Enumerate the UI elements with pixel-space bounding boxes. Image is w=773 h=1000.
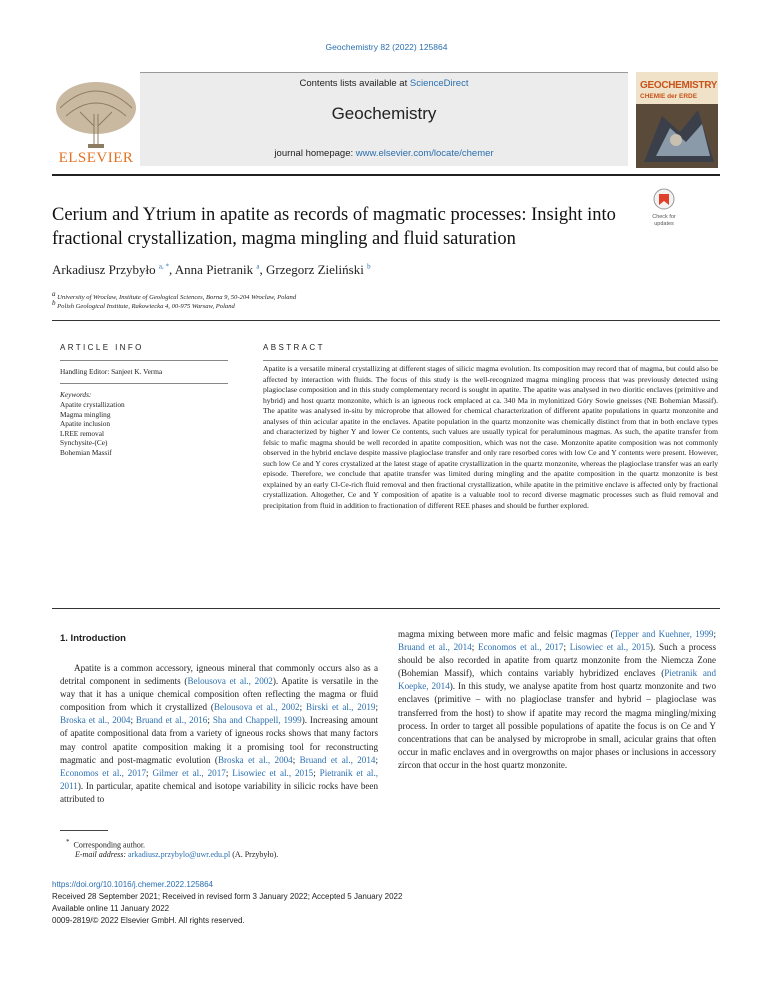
citation-link[interactable]: Broska et al., 2004: [60, 715, 131, 726]
keyword: Synchysite-(Ce): [60, 438, 108, 448]
corresponding-author-note: [66, 838, 145, 850]
journal-name: Geochemistry: [331, 104, 437, 123]
paragraph-text: ). Apatite is versatile in the way that it has a unique chemical composition often reflecting the magma or fluid composition from which it crystallized (: [60, 676, 378, 713]
footnote-marker: *: [66, 838, 70, 846]
citation-link[interactable]: Birski et al., 2019: [305, 702, 376, 713]
author-affiliation-marker[interactable]: a: [256, 262, 260, 271]
sciencedirect-link[interactable]: ScienceDirect: [409, 78, 469, 89]
citation-link[interactable]: Sha and Chappell, 1999: [212, 715, 302, 726]
citation-link[interactable]: Bruand et al., 2014: [398, 642, 472, 653]
homepage-line: [140, 148, 628, 159]
badge-label-1: Check for: [652, 214, 676, 220]
citation-link[interactable]: Belousova et al., 2002: [187, 676, 273, 687]
citation-link[interactable]: Bruand et al., 2016: [135, 715, 208, 726]
title-divider: [52, 320, 720, 321]
abstract-divider: [52, 608, 720, 609]
journal-reference-link[interactable]: Geochemistry 82 (2022) 125864: [325, 42, 448, 52]
citation-link[interactable]: Lisowiec et al., 2015: [569, 642, 651, 653]
keyword: Magma mingling: [60, 409, 111, 419]
email-label: E-mail address:: [75, 850, 127, 859]
citation-link[interactable]: Pietranik and Koepke, 2014: [398, 668, 716, 692]
keyword: LREE removal: [60, 428, 104, 438]
journal-homepage-link[interactable]: www.elsevier.com/locate/chemer: [355, 148, 494, 159]
paragraph-text: ;: [313, 767, 320, 778]
email-suffix: (A. Przybyło).: [230, 850, 279, 859]
handling-editor: Handling Editor: Sanjeet K. Verma: [60, 367, 163, 376]
affiliation-text: University of Wroclaw, Institute of Geological Sciences, Borna 9, 50-204 Wroclaw, Poland: [57, 294, 297, 302]
intro-paragraph-left: [60, 662, 378, 806]
divider: [263, 360, 718, 361]
paragraph-text: ;: [299, 702, 306, 713]
paragraph-text: ;: [207, 715, 213, 726]
contents-line: [140, 78, 628, 89]
paragraph-text: ;: [146, 767, 153, 778]
cover-title: GEOCHEMISTRY: [640, 80, 718, 91]
homepage-prefix: journal homepage:: [274, 148, 356, 159]
intro-paragraph-right: [398, 628, 716, 772]
keywords-list: [60, 400, 125, 458]
paragraph-text: magma mixing between more mafic and felsic magmas (: [398, 629, 614, 639]
article-info-heading: ARTICLE INFO: [60, 343, 144, 352]
citation-link[interactable]: Bruand et al., 2014: [299, 754, 376, 765]
divider: [60, 360, 228, 361]
check-for-updates-button[interactable]: [650, 188, 678, 228]
paragraph-text: ). Increasing amount of apatite compositional data from a variety of igneous rocks shows that many factors may control apatite composition making it a promising tool for reconstructing magmatic and post-magmatic evolution (: [60, 715, 379, 765]
paragraph-text: ;: [471, 642, 479, 653]
author-affiliation-marker[interactable]: a, *: [158, 262, 169, 271]
affiliation-marker: b: [52, 299, 56, 307]
citation-link[interactable]: Pietranik et al., 2011: [60, 767, 378, 791]
cover-subtitle: CHEMIE der ERDE: [640, 93, 698, 100]
paragraph-text: ;: [375, 702, 378, 713]
citation-link[interactable]: Belousova et al., 2002: [213, 702, 300, 713]
footnote-divider: [60, 830, 108, 831]
keyword: Apatite inclusion: [60, 419, 111, 429]
doi-link[interactable]: https://doi.org/10.1016/j.chemer.2022.125864: [52, 880, 214, 889]
abstract-heading: ABSTRACT: [263, 343, 325, 352]
citation-link[interactable]: Gilmer et al., 2017: [152, 767, 226, 778]
citation-link[interactable]: Economos et al., 2017: [60, 767, 146, 778]
citation-link[interactable]: Broska et al., 2004: [217, 754, 293, 765]
paragraph-text: ;: [130, 715, 136, 726]
affiliation-marker: a: [52, 290, 56, 298]
citation-link[interactable]: Lisowiec et al., 2015: [232, 767, 314, 778]
copyright-notice: 0009-2819/© 2022 Elsevier GmbH. All rights reserved.: [52, 916, 245, 925]
author-name[interactable]: Anna Pietranik: [174, 262, 254, 277]
introduction-heading: 1. Introduction: [60, 633, 126, 644]
affiliation-text: Polish Geological Institute, Rakowiecka 4, 00-975 Warsaw, Poland: [57, 303, 235, 311]
badge-label-2: updates: [654, 221, 674, 227]
abstract-text: Apatite is a versatile mineral crystallizing at different stages of silicic magma evolution. Its composition may record that of magma, but could also be affected by interaction with fluids. The focus of this study is the well-recognized magma mingling process that was previously detected using plagioclase composition and in this study complementary record is sought in apatite. The apatite was analysed in two dioritic enclaves (primitive and hybrid) and host quartz monzonite, which is an igneous rock emplaced at ca. 340 Ma in mylonitized Góry Sowie gneisses (NE Bohemian Massif). The apatite was analysed in-situ by microprobe that allowed for chemical characterization of different apatite populations in quartz monzonite and analyses of thin acicular apatite in the enclaves. Apatite population in the quartz monzonite was chemically distinct from that in both enclave types and characterized by higher Y and lower Ce contents, such values are usually typical for peraluminous magmas. As such, the apatite transfer from felsic to mafic magma should be well recorded in apatite composition, which was not the case. Monzonite apatite composition was not commonly observed in the hybrid enclave despite massive plagioclase transfer and only rare resorbed cores with low Ce and Y contents were present. However, such low Ce and Y cores crystalized at the latest stage of apatite crystallization in the quartz monzonite, whereas the plagioclase transfer was an early episode. Therefore, we conclude that apatite transfer was limited during mingling and the apatite composition in the quartz monzonite is best explained by an early Cl-Ce-rich fluid removal and then fractional crystallization, while apatite in the primitive enclave is affected only by fractional crystallization. Altogether, Ce and Y composition of apatite is a valuable tool to record diverse magmatic processes such as fluid removal and precipitation from fluid in addition to fractionation of different REE phases and should be further explored.: [263, 364, 718, 510]
keyword: Apatite crystallization: [60, 400, 125, 409]
paragraph-text: ;: [375, 754, 378, 765]
paragraph-text: ;: [225, 767, 233, 778]
paragraph-text: ). Such a process should be also recorded in apatite from quartz monzonite from the Niemcza Zone (Bohemian Massif), which contains variably hybridized enclaves (: [398, 642, 716, 679]
masthead-divider: [52, 174, 720, 176]
affiliation-b: [52, 299, 235, 310]
paragraph-text: ;: [292, 754, 300, 765]
article-title: Cerium and Ytrium in apatite as records of magmatic processes: Insight into fractional crystallization, magma mingling and fluid saturation: [52, 205, 616, 249]
received-dates: Received 28 September 2021; Received in revised form 3 January 2022; Accepted 5 January 2022: [52, 892, 403, 901]
online-date: Available online 11 January 2022: [52, 904, 170, 913]
citation-link[interactable]: Tepper and Kuehner, 1999: [613, 629, 714, 639]
citation-link[interactable]: Economos et al., 2017: [478, 642, 564, 653]
paragraph-text: ). In particular, apatite chemical and isotope variability in silicic rocks have been attributed to: [60, 780, 378, 804]
publisher-wordmark: ELSEVIER: [58, 150, 134, 166]
author-affiliation-marker[interactable]: b: [367, 262, 371, 271]
author-name[interactable]: Arkadiusz Przybyło: [52, 262, 156, 277]
paragraph-text: ;: [713, 629, 716, 639]
email-line: [75, 850, 278, 859]
keyword: Bohemian Massif: [60, 447, 112, 457]
paragraph-text: ;: [563, 642, 570, 653]
author-name[interactable]: Grzegorz Zieliński: [265, 262, 364, 277]
contents-prefix: Contents lists available at: [299, 78, 410, 89]
divider: [60, 383, 228, 384]
keywords-heading: Keywords:: [60, 390, 92, 399]
paragraph-text: Apatite is a common accessory, igneous mineral that commonly occurs also as a detrital component in sediments (: [60, 663, 378, 687]
paragraph-text: ). In this study, we analyse apatite from host quartz monzonite and two enclaves (primitive – with no plagioclase transfer and hybrid – plagioclase was transferred from the host) to show if apatite may record the magma mingling/mixing process. In order to target all possible populations of apatite the focus is on Ce and Y concentrations that can be analysed by microprobe in small, acicular grains that often occur in mafic enclaves and in overgrowths on major phases or inclusions in accessory zircon that occur in the host quartz monzonite.: [398, 681, 716, 770]
author-list: Arkadiusz Przybyło $^{a, *}$, Anna Pietranik $^a$, Grzegorz Zieliński $^b$: [52, 262, 371, 277]
elsevier-logo: [50, 76, 142, 166]
author-email-link[interactable]: arkadiusz.przybylo@uwr.edu.pl: [128, 850, 231, 859]
corresponding-label: Corresponding author.: [73, 840, 146, 850]
